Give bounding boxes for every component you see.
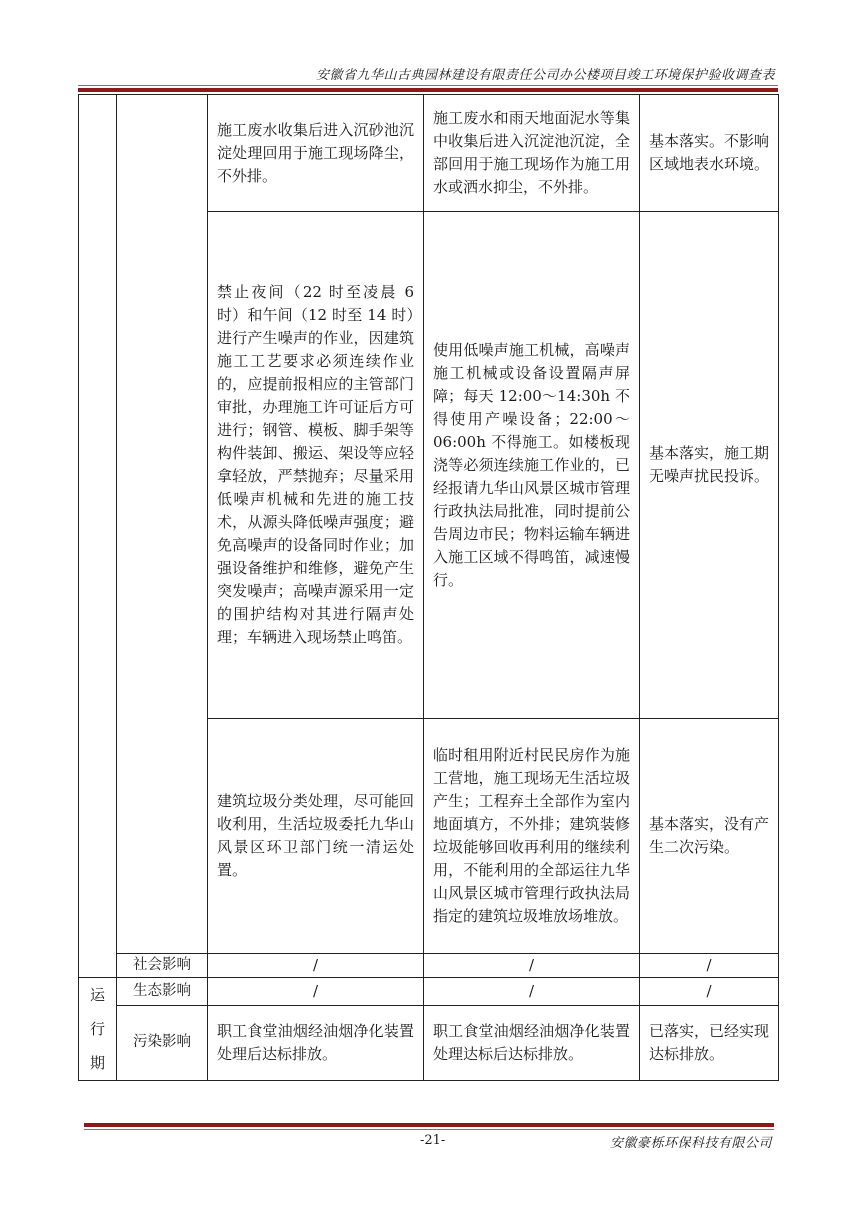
eia-requirement-cell: 职工食堂油烟经油烟净化装置处理后达标排放。 [208, 1005, 424, 1080]
footer-company-name: 安徽豪栎环保科技有限公司 [609, 1136, 772, 1151]
implementation-result-cell: 基本落实，没有产生二次污染。 [640, 719, 779, 954]
implemented-measure-cell: 使用低噪声施工机械，高噪声施工机械或设备设置隔声屏障；每天 12:00～14:30h 不得使用产噪设备；22:00～06:00h 不得施工。如楼板现浇等必须连续施工作业的，已经报请九华山风景区城市管理行政执法局批准，同时提前公告周边市民；物料运输车辆进入施工区域不得鸣笛，减速慢行。 [424, 212, 640, 719]
table-row-social-impact [79, 954, 779, 978]
implementation-result-cell: 基本落实。不影响区域地表水环境。 [640, 95, 779, 212]
table-row-wastewater [79, 95, 779, 212]
eia-requirement-cell: 禁止夜间（22 时至凌晨 6 时）和午间（12 时至 14 时）进行产生噪声的作业，因建筑施工工艺要求必须连续作业的，应提前报相应的主管部门审批，办理施工许可证后方可进行；钢管、模板、脚手架等构件装卸、搬运、架设等应轻拿轻放，严禁抛弃；尽量采用低噪声机械和先进的施工技术，从源头降低噪声强度；避免高噪声的设备同时作业；加强设备维护和维修，避免产生突发噪声；高噪声源采用一定的围护结构对其进行隔声处理；车辆进入现场禁止鸣笛。 [208, 212, 424, 719]
table-row-ecological-impact [79, 978, 779, 1006]
operation-period-char: 运 [89, 986, 105, 1004]
implementation-result-cell: 已落实，已经实现达标排放。 [640, 1005, 779, 1080]
implementation-result-cell: / [640, 978, 779, 1006]
operation-period-char: 期 [89, 1054, 105, 1072]
footer-divider-thin [84, 1129, 774, 1130]
eia-requirement-cell: / [208, 954, 424, 978]
implemented-measure-cell: 施工废水和雨天地面泥水等集中收集后进入沉淀池沉淀，全部回用于施工现场作为施工用水或洒水抑尘，不外排。 [424, 95, 640, 212]
eia-requirement-cell: 建筑垃圾分类处理，尽可能回收利用，生活垃圾委托九华山风景区环卫部门统一清运处置。 [208, 719, 424, 954]
implementation-result-cell: 基本落实，施工期无噪声扰民投诉。 [640, 212, 779, 719]
table-row-operation-pollution [79, 1005, 779, 1080]
implementation-result-cell: / [640, 954, 779, 978]
header-divider-thin [78, 85, 778, 86]
category-label: 生态影响 [117, 978, 208, 1006]
document-header-title: 安徽省九华山古典园林建设有限责任公司办公楼项目竣工环境保护验收调查表 [315, 68, 775, 83]
implemented-measure-cell: 临时租用附近村民民房作为施工营地，施工现场无生活垃圾产生；工程弃土全部作为室内地面填方，不外排；建筑装修垃圾能够回收再利用的继续利用，不能利用的全部运往九华山风景区城市管理行政执法局指定的建筑垃圾堆放场堆放。 [424, 719, 640, 954]
operation-period-cell [79, 978, 117, 1081]
implemented-measure-cell: 职工食堂油烟经油烟净化装置处理达标后达标排放。 [424, 1005, 640, 1080]
pollution-impact-category-cell [117, 95, 208, 954]
page-number: -21- [420, 1133, 446, 1148]
category-label: 污染影响 [117, 1005, 208, 1080]
eia-requirement-cell: / [208, 978, 424, 1006]
acceptance-survey-table [78, 94, 779, 1081]
header-divider-thick [78, 88, 778, 92]
operation-period-char: 行 [89, 1020, 105, 1038]
construction-period-cell [79, 95, 117, 978]
category-label: 社会影响 [117, 954, 208, 978]
implemented-measure-cell: / [424, 954, 640, 978]
eia-requirement-cell: 施工废水收集后进入沉砂池沉淀处理回用于施工现场降尘，不外排。 [208, 95, 424, 212]
footer-divider-thick [84, 1123, 774, 1127]
implemented-measure-cell: / [424, 978, 640, 1006]
